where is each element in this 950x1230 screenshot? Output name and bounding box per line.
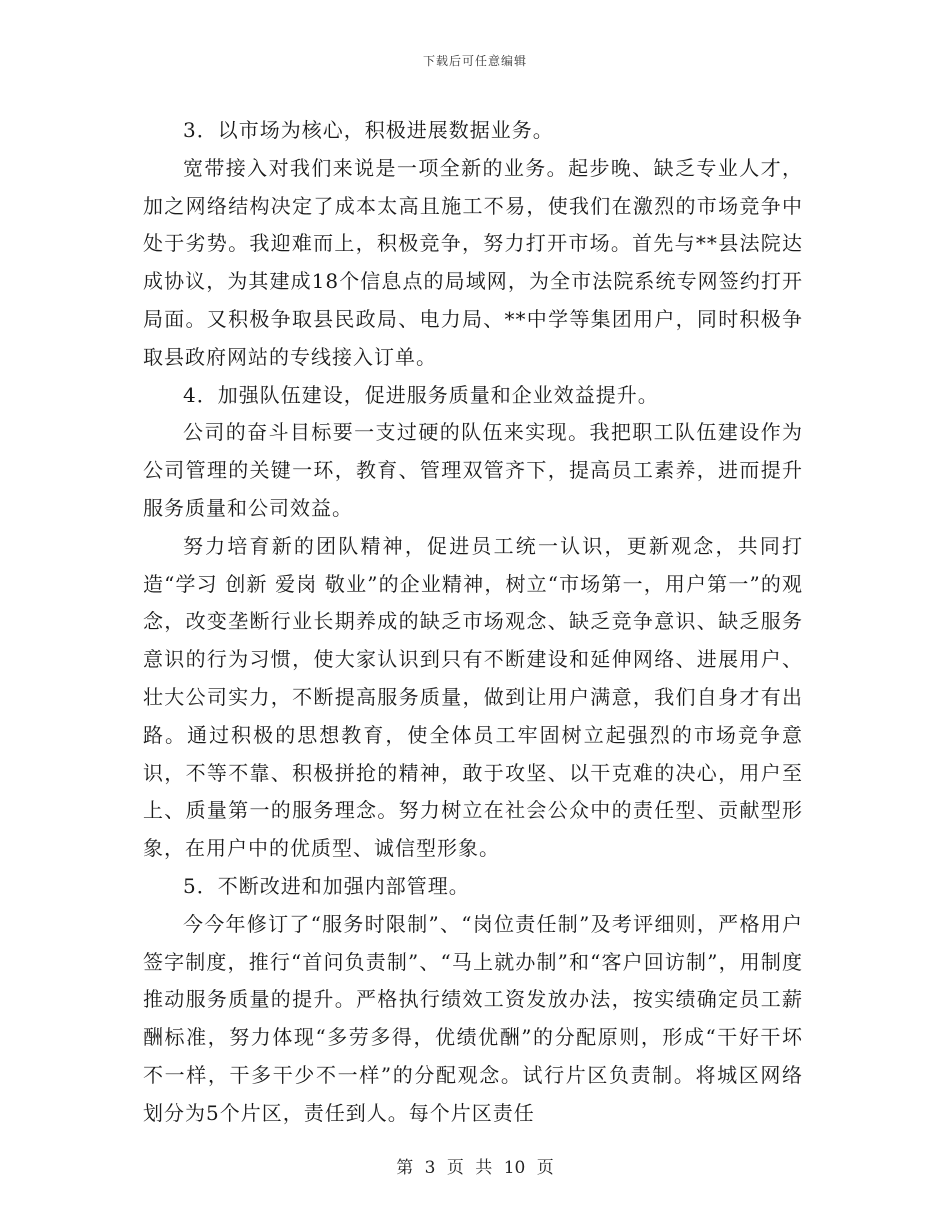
section-heading-4: 4．加强队伍建设，促进服务质量和企业效益提升。 [183, 382, 659, 407]
page-header-note: 下载后可任意编辑 [422, 54, 527, 68]
section-heading-3: 3．以市场为核心，积极进展数据业务。 [183, 118, 554, 142]
section-heading-5: 5．不断改进和加强内部管理。 [183, 873, 470, 898]
body-paragraph-team: 公司的奋斗目标要一支过硬的队伍来实现。我把职工队伍建设作为公司管理的关键一环，教育、管理双管齐下，提高员工素养，进而提升服务质量和公司效益。 [143, 420, 803, 520]
body-paragraph-spirit: 努力培育新的团队精神，促进员工统一认识，更新观念，共同打造“学习 创新 爱岗 敬业”的企业精神，树立“市场第一，用户第一”的观念，改变垄断行业长期养成的缺乏市场观念、缺乏竞争意识、缺乏服务意识的行为习惯，使大家认识到只有不断建设和延伸网络、进展用户、壮大公司实力，不断提高服务质量，做到让用户满意，我们自身才有出路。通过积极的思想教育，使全体员工牢固树立起强烈的市场竞争意识，不等不靠、积极拼抢的精神，敢于攻坚、以干克难的决心，用户至上、质量第一的服务理念。努力树立在社会公众中的责任型、贡献型形象，在用户中的优质型、诚信型形象。 [143, 533, 803, 861]
body-paragraph-management: 今今年修订了“服务时限制”、“岗位责任制”及考评细则，严格用户签字制度，推行“首问负责制”、“马上就办制”和“客户回访制”，用制度推动服务质量的提升。严格执行绩效工资发放办法，按实绩确定员工薪酬标准，努力体现“多劳多得，优绩优酬”的分配原则，形成“干好干坏不一样，干多干少不一样”的分配观念。试行片区负责制。将城区网络划分为5个片区，责任到人。每个片区责任 [143, 911, 803, 1125]
body-paragraph-broadband: 宽带接入对我们来说是一项全新的业务。起步晚、缺乏专业人才，加之网络结构决定了成本太高且施工不易，使我们在激烈的市场竞争中处于劣势。我迎难而上，积极竞争，努力打开市场。首先与**县法院达成协议，为其建成18个信息点的局域网，为全市法院系统专网签约打开局面。又积极争取县民政局、电力局、**中学等集团用户，同时积极争取县政府网站的专线接入订单。 [143, 155, 803, 369]
document-body [143, 112, 803, 1133]
page-number: 第 3 页 共 10 页 [396, 1158, 554, 1178]
